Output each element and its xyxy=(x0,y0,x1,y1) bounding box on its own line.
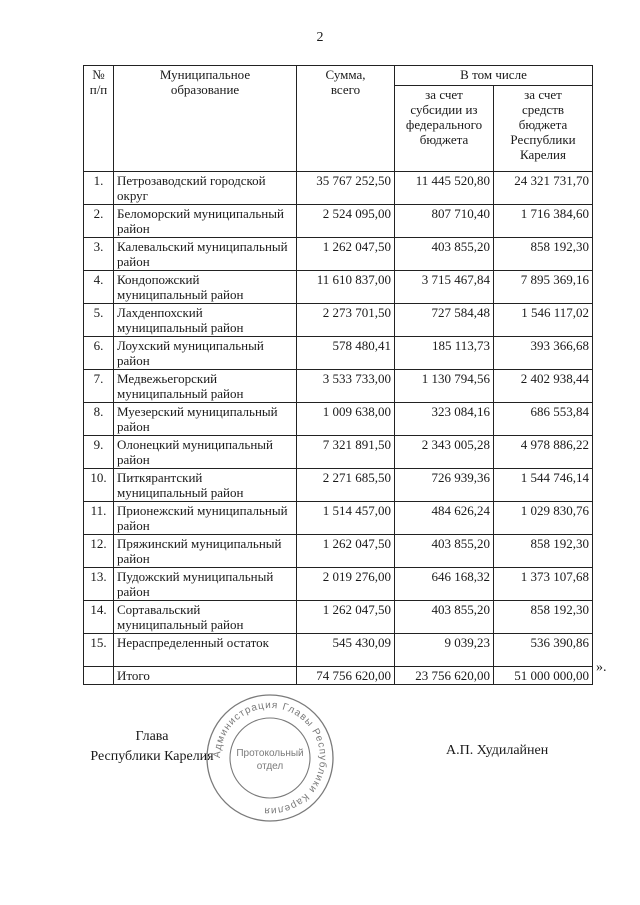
table-row xyxy=(84,436,593,469)
municipality-name: Медвежьегорский муниципальный район xyxy=(114,370,297,403)
federal-amount: 3 715 467,84 xyxy=(395,271,494,304)
federal-amount: 185 113,73 xyxy=(395,337,494,370)
regional-amount: 2 402 938,44 xyxy=(494,370,593,403)
total-amount: 11 610 837,00 xyxy=(297,271,395,304)
header-regional: за счет средств бюджета Республики Карелия xyxy=(494,86,593,172)
row-number: 15. xyxy=(84,634,114,667)
regional-amount: 536 390,86 xyxy=(494,634,593,667)
table-row xyxy=(84,205,593,238)
municipality-name: Калевальский муниципальный район xyxy=(114,238,297,271)
row-number: 7. xyxy=(84,370,114,403)
municipality-name: Петрозаводский городской округ xyxy=(114,172,297,205)
total-amount: 1 514 457,00 xyxy=(297,502,395,535)
table-row xyxy=(84,469,593,502)
municipality-name: Питкярантский муниципальный район xyxy=(114,469,297,502)
municipality-name: Лахденпохский муниципальный район xyxy=(114,304,297,337)
total-amount: 2 271 685,50 xyxy=(297,469,395,502)
table-row xyxy=(84,634,593,667)
federal-amount: 807 710,40 xyxy=(395,205,494,238)
header-federal: за счет субсидии из федерального бюджета xyxy=(395,86,494,172)
municipality-name: Итого xyxy=(114,666,297,684)
total-amount: 1 262 047,50 xyxy=(297,535,395,568)
regional-amount: 1 546 117,02 xyxy=(494,304,593,337)
total-amount: 2 273 701,50 xyxy=(297,304,395,337)
total-amount: 1 009 638,00 xyxy=(297,403,395,436)
federal-amount: 403 855,20 xyxy=(395,535,494,568)
total-amount: 578 480,41 xyxy=(297,337,395,370)
stamp-inner-text-1: Протокольный xyxy=(236,748,304,759)
stamp-ring-text: Администрация Главы Республики Карелия xyxy=(211,699,329,817)
row-number: 12. xyxy=(84,535,114,568)
header-including: В том числе xyxy=(395,66,593,86)
row-number: 3. xyxy=(84,238,114,271)
table-row xyxy=(84,568,593,601)
regional-amount: 7 895 369,16 xyxy=(494,271,593,304)
row-number: 10. xyxy=(84,469,114,502)
header-total: Сумма, всего xyxy=(297,66,395,172)
total-row xyxy=(84,666,593,684)
federal-amount: 11 445 520,80 xyxy=(395,172,494,205)
table-row xyxy=(84,337,593,370)
municipality-name: Пряжинский муниципальный район xyxy=(114,535,297,568)
row-number: 2. xyxy=(84,205,114,238)
header-num: № п/п xyxy=(84,66,114,172)
federal-amount: 23 756 620,00 xyxy=(395,666,494,684)
federal-amount: 403 855,20 xyxy=(395,238,494,271)
regional-amount: 858 192,30 xyxy=(494,601,593,634)
municipality-name: Беломорский муниципальный район xyxy=(114,205,297,238)
municipality-name: Сортавальский муниципальный район xyxy=(114,601,297,634)
federal-amount: 403 855,20 xyxy=(395,601,494,634)
row-number: 8. xyxy=(84,403,114,436)
row-number: 4. xyxy=(84,271,114,304)
regional-amount: 1 029 830,76 xyxy=(494,502,593,535)
federal-amount: 727 584,48 xyxy=(395,304,494,337)
row-number: 9. xyxy=(84,436,114,469)
municipality-name: Кондопожский муниципальный район xyxy=(114,271,297,304)
regional-amount: 1 716 384,60 xyxy=(494,205,593,238)
federal-amount: 2 343 005,28 xyxy=(395,436,494,469)
header-municipality: Муниципальное образование xyxy=(114,66,297,172)
row-number: 13. xyxy=(84,568,114,601)
row-number xyxy=(84,666,114,684)
total-amount: 7 321 891,50 xyxy=(297,436,395,469)
federal-amount: 484 626,24 xyxy=(395,502,494,535)
total-amount: 74 756 620,00 xyxy=(297,666,395,684)
end-mark: ». xyxy=(596,660,607,675)
regional-amount: 686 553,84 xyxy=(494,403,593,436)
regional-amount: 1 544 746,14 xyxy=(494,469,593,502)
total-amount: 35 767 252,50 xyxy=(297,172,395,205)
table-row xyxy=(84,238,593,271)
federal-amount: 646 168,32 xyxy=(395,568,494,601)
federal-amount: 1 130 794,56 xyxy=(395,370,494,403)
municipality-name: Лоухский муниципальный район xyxy=(114,337,297,370)
total-amount: 3 533 733,00 xyxy=(297,370,395,403)
row-number: 1. xyxy=(84,172,114,205)
municipality-name: Пудожский муниципальный район xyxy=(114,568,297,601)
table-row xyxy=(84,601,593,634)
federal-amount: 9 039,23 xyxy=(395,634,494,667)
table-row xyxy=(84,172,593,205)
subsidy-table xyxy=(83,65,593,685)
total-amount: 1 262 047,50 xyxy=(297,238,395,271)
total-amount: 2 019 276,00 xyxy=(297,568,395,601)
municipality-name: Муезерский муниципальный район xyxy=(114,403,297,436)
municipality-name: Олонецкий муниципальный район xyxy=(114,436,297,469)
regional-amount: 858 192,30 xyxy=(494,535,593,568)
table-row xyxy=(84,370,593,403)
table-row xyxy=(84,535,593,568)
regional-amount: 393 366,68 xyxy=(494,337,593,370)
total-amount: 2 524 095,00 xyxy=(297,205,395,238)
table-row xyxy=(84,403,593,436)
regional-amount: 51 000 000,00 xyxy=(494,666,593,684)
municipality-name: Прионежский муниципальный район xyxy=(114,502,297,535)
row-number: 11. xyxy=(84,502,114,535)
row-number: 6. xyxy=(84,337,114,370)
table-row xyxy=(84,304,593,337)
total-amount: 545 430,09 xyxy=(297,634,395,667)
regional-amount: 1 373 107,68 xyxy=(494,568,593,601)
row-number: 14. xyxy=(84,601,114,634)
federal-amount: 323 084,16 xyxy=(395,403,494,436)
official-stamp xyxy=(204,692,336,824)
regional-amount: 4 978 886,22 xyxy=(494,436,593,469)
page-number: 2 xyxy=(316,30,324,45)
stamp-inner-text-2: отдел xyxy=(256,761,284,772)
table-row xyxy=(84,271,593,304)
regional-amount: 24 321 731,70 xyxy=(494,172,593,205)
signatory-name: А.П. Худилайнен xyxy=(446,743,549,758)
table-body xyxy=(84,172,593,685)
total-amount: 1 262 047,50 xyxy=(297,601,395,634)
signature-title: Глава Республики Карелия xyxy=(90,729,214,764)
table-row xyxy=(84,502,593,535)
row-number: 5. xyxy=(84,304,114,337)
federal-amount: 726 939,36 xyxy=(395,469,494,502)
regional-amount: 858 192,30 xyxy=(494,238,593,271)
municipality-name: Нераспределенный остаток xyxy=(114,634,297,667)
